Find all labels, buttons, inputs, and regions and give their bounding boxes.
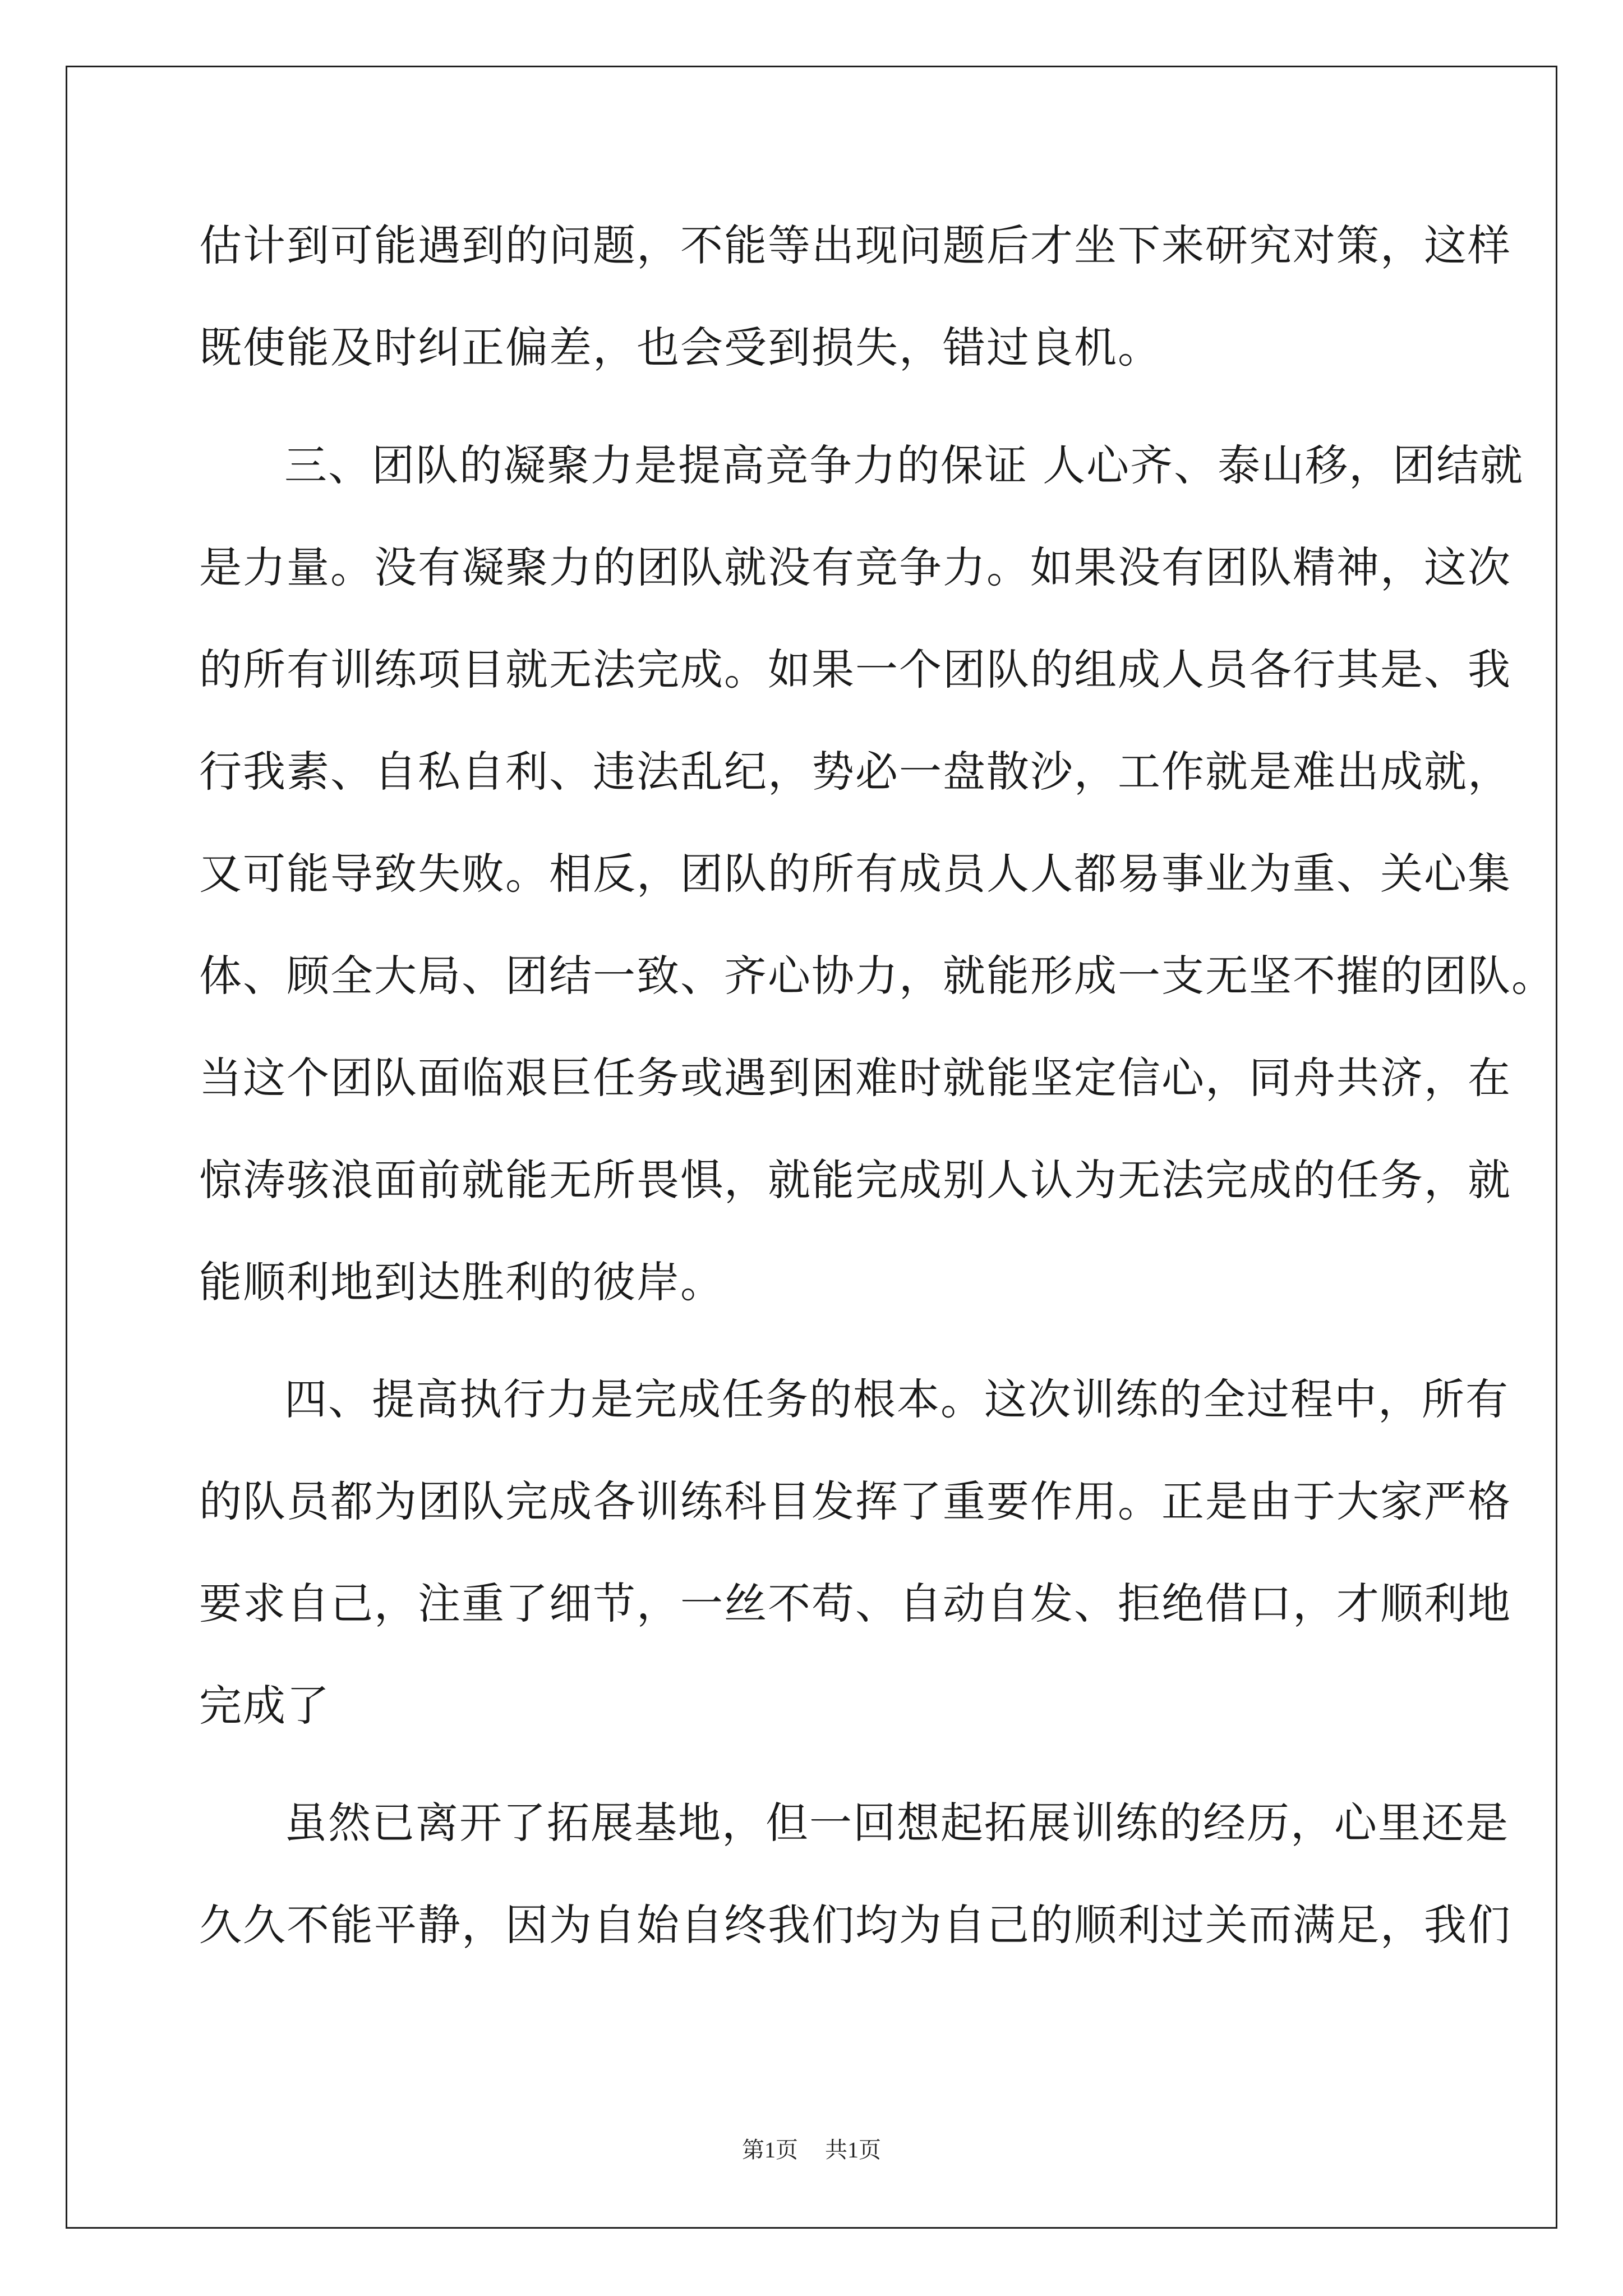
paragraph-line: 要求自己，注重了细节，一丝不苟、自动自发、拒绝借口，才顺利地 [199, 1579, 1511, 1628]
paragraph-line: 的所有训练项目就无法完成。如果一个团队的组成人员各行其是、我 [199, 645, 1511, 694]
paragraph-line: 是力量。没有凝聚力的团队就没有竞争力。如果没有团队精神，这次 [199, 542, 1511, 592]
paragraph-line: 四、提高执行力是完成任务的根本。这次训练的全过程中，所有 [284, 1374, 1509, 1424]
paragraph-line: 体、顾全大局、团结一致、齐心协力，就能形成一支无坚不摧的团队。 [199, 951, 1555, 1001]
paragraph-line: 久久不能平静，因为自始自终我们均为自己的顺利过关而满足，我们 [199, 1900, 1511, 1950]
paragraph-line: 行我素、自私自利、违法乱纪，势必一盘散沙，工作就是难出成就， [199, 747, 1511, 797]
paragraph-line: 能顺利地到达胜利的彼岸。 [199, 1257, 724, 1307]
paragraph-line: 既使能及时纠正偏差，也会受到损失，错过良机。 [199, 323, 1161, 372]
page-number: 第1页 [742, 2137, 798, 2162]
paragraph-line: 惊涛骇浪面前就能无所畏惧，就能完成别人认为无法完成的任务，就 [199, 1155, 1511, 1205]
page-footer [0, 2136, 1623, 2164]
paragraph-line: 虽然已离开了拓展基地，但一回想起拓展训练的经历，心里还是 [284, 1798, 1509, 1848]
paragraph-line: 又可能导致失败。相反，团队的所有成员人人都易事业为重、关心集 [199, 849, 1511, 899]
page-total: 共1页 [825, 2137, 881, 2162]
paragraph-line: 估计到可能遇到的问题，不能等出现问题后才坐下来研究对策，这样 [199, 220, 1511, 270]
paragraph-line: 三、团队的凝聚力是提高竞争力的保证 人心齐、泰山移，团结就 [284, 440, 1524, 490]
paragraph-line: 的队员都为团队完成各训练科目发挥了重要作用。正是由于大家严格 [199, 1476, 1511, 1526]
paragraph-line: 当这个团队面临艰巨任务或遇到困难时就能坚定信心，同舟共济，在 [199, 1053, 1511, 1103]
paragraph-line: 完成了 [199, 1681, 330, 1731]
